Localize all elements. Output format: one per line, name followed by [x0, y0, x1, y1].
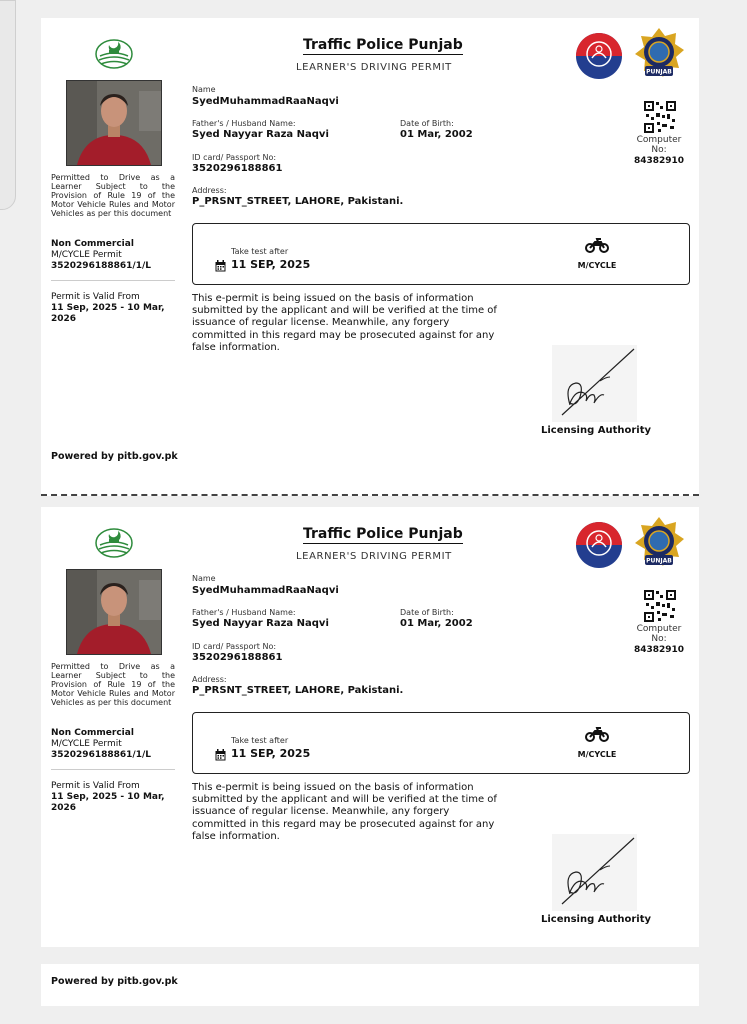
motorcycle-icon [585, 726, 609, 742]
calendar-icon [215, 260, 226, 272]
card-subtitle: LEARNER'S DRIVING PERMIT [296, 62, 452, 73]
signature-image [552, 345, 637, 422]
svg-text:PUNJAB: PUNJAB [646, 557, 672, 565]
test-date: 11 SEP, 2025 [231, 747, 311, 760]
permit-card [41, 18, 699, 496]
father-label: Father's / Husband Name: [192, 608, 296, 617]
address-value: P_PRSNT_STREET, LAHORE, Pakistani. [192, 196, 404, 207]
permitted-text: Permitted to Drive as a Learner Subject to the Provision of Rule 19 of the Motor Vehicle Rules and Motor Vehicles as per this document [51, 662, 175, 707]
id-value: 3520296188861 [192, 652, 283, 663]
father-value: Syed Nayyar Raza Naqvi [192, 618, 329, 629]
permit-category-block [51, 728, 175, 761]
id-label: ID card/ Passport No: [192, 642, 277, 651]
licensing-authority: Licensing Authority [540, 425, 652, 436]
valid-label: Permit is Valid From [51, 781, 140, 791]
notice-text: This e-permit is being issued on the basis of information submitted by the applicant and will be verified at the time of issuance of regular license. Meanwhile, any forgery committed in this regard may be prosecuted against for any false information. [192, 293, 497, 353]
dob-label: Date of Birth: [400, 608, 454, 617]
calendar-icon [215, 749, 226, 761]
address-label: Address: [192, 186, 227, 195]
permit-number: 3520296188861/1/L [51, 750, 151, 760]
computer-number-block [628, 135, 690, 166]
punjab-police-star-badge-icon [633, 515, 685, 571]
applicant-photo [66, 569, 162, 655]
card-title: Traffic Police Punjab [303, 37, 463, 53]
side-tab[interactable] [0, 0, 16, 210]
vehicle-type: M/CYCLE [577, 750, 617, 759]
name-value: SyedMuhammadRaaNaqvi [192, 96, 339, 107]
permit-number: 3520296188861/1/L [51, 261, 151, 271]
name-label: Name [192, 574, 216, 583]
divider [51, 769, 175, 770]
name-value: SyedMuhammadRaaNaqvi [192, 585, 339, 596]
computer-number: 84382910 [633, 156, 685, 166]
applicant-photo [66, 80, 162, 166]
notice-text: This e-permit is being issued on the basis of information submitted by the applicant and will be verified at the time of issuance of regular license. Meanwhile, any forgery committed in this regard may be prosecuted against for any false information. [192, 782, 497, 842]
test-date: 11 SEP, 2025 [231, 258, 311, 271]
divider [51, 280, 175, 281]
address-label: Address: [192, 675, 227, 684]
id-label: ID card/ Passport No: [192, 153, 277, 162]
powered-by: Powered by pitb.gov.pk [51, 976, 178, 987]
permit-type: M/CYCLE Permit [51, 739, 122, 749]
card-title: Traffic Police Punjab [303, 526, 463, 542]
valid-range: 11 Sep, 2025 - 10 Mar, 2026 [51, 792, 165, 813]
category: Non Commercial [51, 239, 134, 249]
computer-number: 84382910 [633, 645, 685, 655]
card-subtitle: LEARNER'S DRIVING PERMIT [296, 551, 452, 562]
test-label: Take test after [231, 736, 289, 745]
father-value: Syed Nayyar Raza Naqvi [192, 129, 329, 140]
punjab-police-star-badge-icon [633, 26, 685, 82]
permit-type: M/CYCLE Permit [51, 250, 122, 260]
test-label: Take test after [231, 247, 289, 256]
name-label: Name [192, 85, 216, 94]
qr-code-icon [643, 589, 677, 623]
test-date-box [192, 712, 690, 774]
footer-card [41, 964, 699, 1006]
cut-line [41, 494, 699, 496]
valid-label: Permit is Valid From [51, 292, 140, 302]
dob-value: 01 Mar, 2002 [400, 129, 473, 140]
permitted-text: Permitted to Drive as a Learner Subject to the Provision of Rule 19 of the Motor Vehicle Rules and Motor Vehicles as per this document [51, 173, 175, 218]
motorcycle-icon [585, 237, 609, 253]
dob-label: Date of Birth: [400, 119, 454, 128]
valid-range: 11 Sep, 2025 - 10 Mar, 2026 [51, 303, 165, 324]
id-value: 3520296188861 [192, 163, 283, 174]
address-value: P_PRSNT_STREET, LAHORE, Pakistani. [192, 685, 404, 696]
test-date-box [192, 223, 690, 285]
signature-image [552, 834, 637, 911]
computer-number-block [628, 624, 690, 655]
punjab-emblem-icon [93, 525, 135, 559]
dob-value: 01 Mar, 2002 [400, 618, 473, 629]
qr-code-icon [643, 100, 677, 134]
computer-label: Computer No: [636, 135, 682, 155]
licensing-authority: Licensing Authority [540, 914, 652, 925]
category: Non Commercial [51, 728, 134, 738]
permit-category-block [51, 239, 175, 272]
father-label: Father's / Husband Name: [192, 119, 296, 128]
computer-label: Computer No: [636, 624, 682, 644]
permit-card [41, 507, 699, 947]
punjab-emblem-icon [93, 36, 135, 70]
traffic-police-badge-icon [575, 521, 623, 569]
powered-by: Powered by pitb.gov.pk [51, 451, 178, 462]
validity-block [51, 292, 183, 325]
svg-text:PUNJAB: PUNJAB [646, 68, 672, 76]
validity-block [51, 781, 183, 814]
vehicle-type: M/CYCLE [577, 261, 617, 270]
traffic-police-badge-icon [575, 32, 623, 80]
